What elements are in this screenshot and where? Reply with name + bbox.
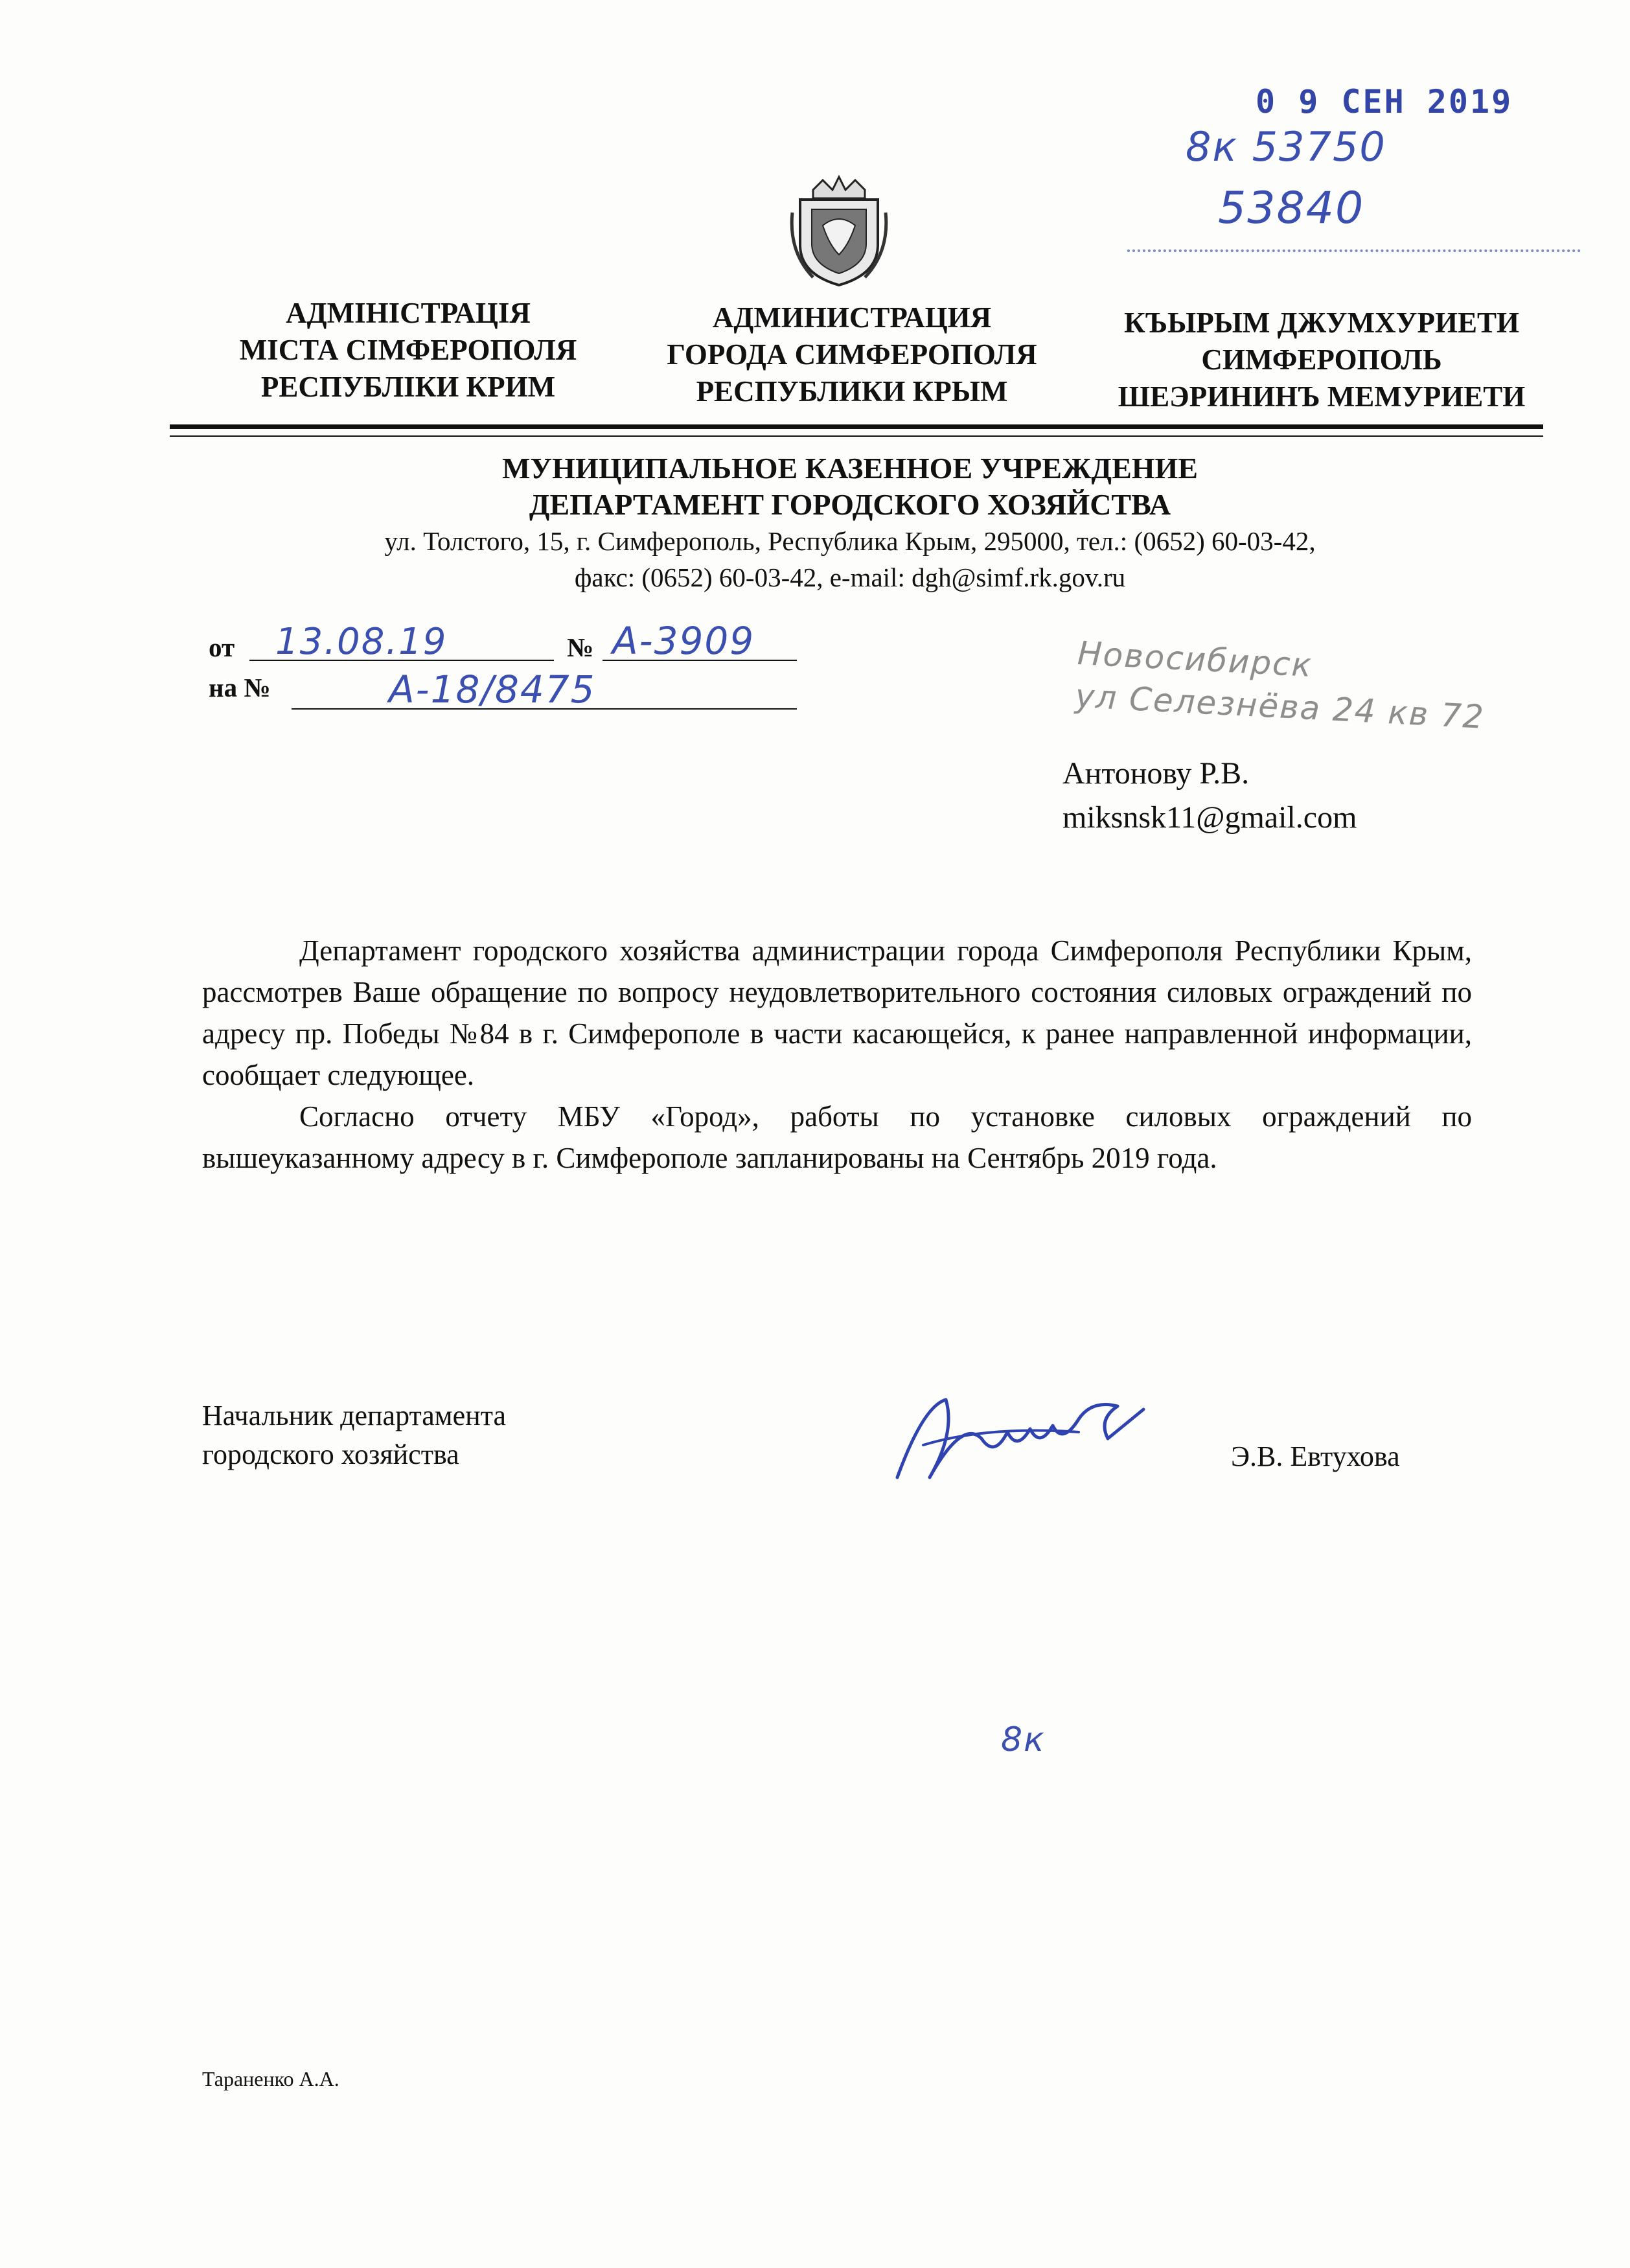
registration-number-1: 8к 53750 <box>1186 123 1386 170</box>
reference-number-label: № <box>567 632 594 662</box>
header-right-line-3: ШЕЭРИНИНЪ МЕМУРИЕТИ <box>1118 380 1526 413</box>
executor-name: Тараненко А.А. <box>202 2067 339 2090</box>
organization-line-2: ДЕПАРТАМЕНТ ГОРОДСКОГО ХОЗЯЙСТВА <box>529 488 1171 521</box>
body-paragraph-1: Департамент городского хозяйства администрации города Симферополя Республики Крым, рассмотрев Ваше обращение по вопросу неудовлетворительного состояния силовых ограждений по адресу пр. Победы №84 в г. Симферополе в части касающейся, к ранее направленной информации, сообщает следующее. <box>202 934 1472 1091</box>
header-russian <box>632 299 1072 410</box>
signatory-name: Э.В. Евтухова <box>1231 1441 1400 1472</box>
header-rule-thick <box>170 424 1543 429</box>
reference-number-value: А-3909 <box>612 619 755 663</box>
reference-reply-value: А-18/8475 <box>389 667 596 712</box>
handwritten-note-line-1: Новосибирск <box>1076 634 1314 684</box>
header-ukrainian <box>175 295 641 406</box>
handwritten-signature <box>884 1380 1156 1497</box>
organization-line-1: МУНИЦИПАЛЬНОЕ КАЗЕННОЕ УЧРЕЖДЕНИЕ <box>502 452 1198 485</box>
organization-address: ул. Толстого, 15, г. Симферополь, Республика Крым, 295000, тел.: (0652) 60-03-42, <box>384 526 1316 556</box>
header-rule-thin <box>170 435 1543 437</box>
letter-body <box>202 930 1472 1179</box>
addressee-block <box>1062 752 1357 840</box>
handwritten-mark: 8к <box>1001 1720 1046 1759</box>
reference-from-value: 13.08.19 <box>275 621 448 663</box>
registration-number-2: 53840 <box>1218 183 1365 234</box>
registration-date-stamp: 0 9 СЕН 2019 <box>1256 83 1513 121</box>
header-right-line-1: КЪЫРЫМ ДЖУМХУРИЕТИ <box>1123 307 1519 339</box>
organization-contacts: факс: (0652) 60-03-42, e-mail: dgh@simf.rk.gov.ru <box>574 562 1126 592</box>
reference-from-label: от <box>209 632 235 662</box>
signatory-title-line-2: городского хозяйства <box>202 1439 459 1470</box>
header-center-line-3: РЕСПУБЛИКИ КРЫМ <box>696 375 1008 408</box>
header-left-line-3: РЕСПУБЛІКИ КРИМ <box>260 371 556 403</box>
signatory-title-line-1: Начальник департамента <box>202 1400 507 1431</box>
body-paragraph-2: Согласно отчету МБУ «Город», работы по установке силовых ограждений по вышеуказанному адресу в г. Симферополе запланированы на Сентябрь 2019 года. <box>202 1100 1472 1174</box>
header-center-line-2: ГОРОДА СИМФЕРОПОЛЯ <box>667 338 1037 371</box>
stamp-dotted-line <box>1127 249 1581 252</box>
header-left-line-1: АДМІНІСТРАЦІЯ <box>286 297 531 329</box>
handwritten-note-line-2: ул Селезнёва 24 кв 72 <box>1074 677 1486 736</box>
header-crimean-tatar <box>1088 305 1555 415</box>
header-center-line-1: АДМИНИСТРАЦИЯ <box>712 301 992 334</box>
reference-reply-label: на № <box>209 673 271 702</box>
header-right-line-2: СИМФЕРОПОЛЬ <box>1201 343 1442 376</box>
organization-block <box>170 450 1530 596</box>
addressee-email: miksnsk11@gmail.com <box>1062 800 1357 835</box>
handwritten-address-note <box>1074 632 1488 739</box>
header-left-line-2: МІСТА СІМФЕРОПОЛЯ <box>239 334 577 366</box>
signatory-title <box>202 1396 506 1474</box>
coat-of-arms-emblem <box>787 174 891 287</box>
addressee-name: Антонову Р.В. <box>1062 756 1250 791</box>
